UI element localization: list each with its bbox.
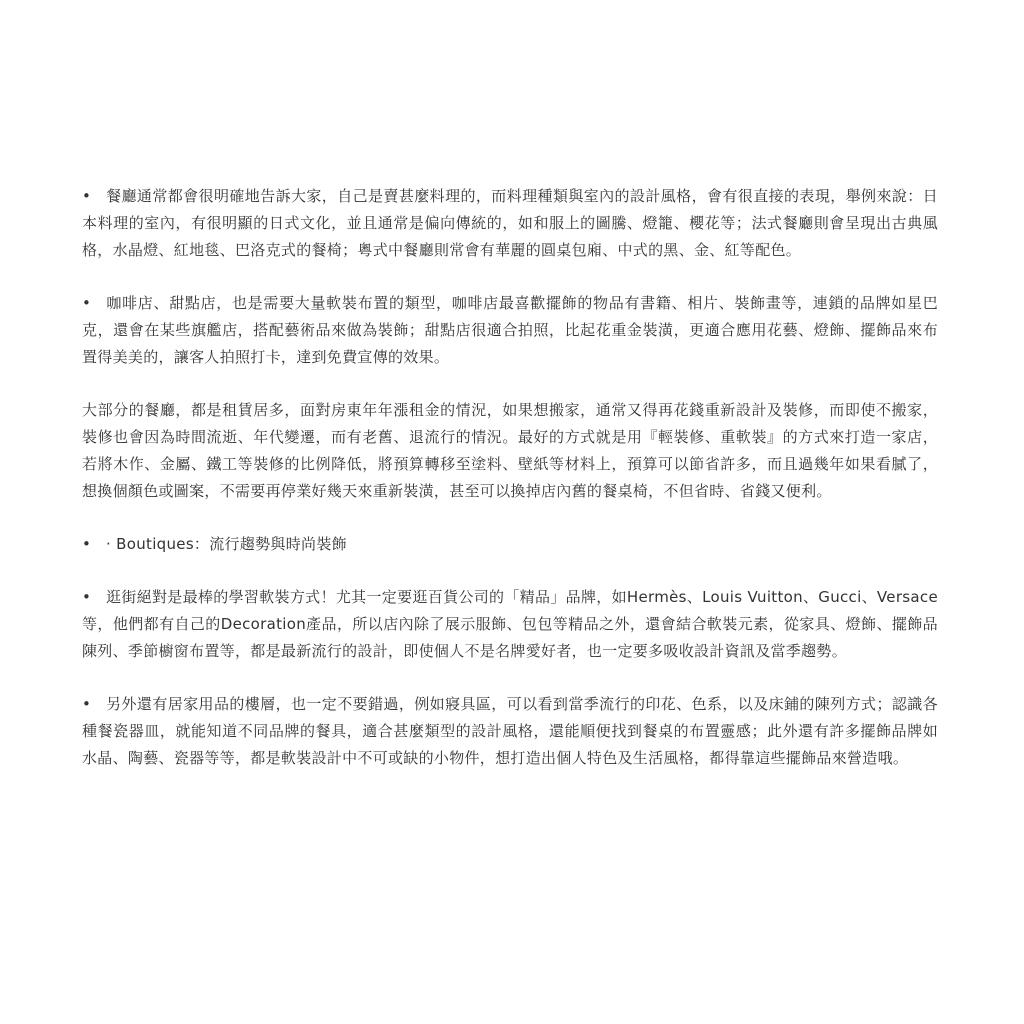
paragraph-text: 逛街絕對是最棒的學習軟裝方式！尤其一定要逛百貨公司的「精品」品牌，如Hermès、Louis Vuitton、Gucci、Versace等，他們都有自己的Decoration產品，所以店內除了展示服飾、包包等精品之外，還會結合軟裝元素，從家具、燈飾、擺飾品陳列、季節櫥窗布置等，都是最新流行的設計，即使個人不是名牌愛好者，也一定要多吸收設計資訊及當季趨勢。 — [82, 588, 938, 660]
paragraph-boutiques-heading — [82, 531, 938, 558]
bullet-icon: • — [82, 535, 92, 553]
bullet-icon: • — [82, 187, 92, 205]
paragraph-renovation — [82, 397, 938, 505]
bullet-icon: • — [82, 695, 92, 713]
paragraph-restaurant-styles — [82, 183, 938, 264]
paragraph-home-goods — [82, 691, 938, 772]
article-body — [82, 183, 938, 798]
paragraph-text: 大部分的餐廳，都是租賃居多，面對房東年年漲租金的情況，如果想搬家，通常又得再花錢重新設計及裝修，而即使不搬家，裝修也會因為時間流逝、年代變遷，而有老舊、退流行的情況。最好的方式就是用『輕裝修、重軟裝』的方式來打造一家店，若將木作、金屬、鐵工等裝修的比例降低，將預算轉移至塗料、壁紙等材料上，預算可以節省許多，而且過幾年如果看膩了，想換個顏色或圖案，不需要再停業好幾天來重新裝潢，甚至可以換掉店內舊的餐桌椅，不但省時、省錢又便利。 — [82, 401, 938, 500]
bullet-icon: • — [82, 588, 92, 606]
paragraph-text: 咖啡店、甜點店，也是需要大量軟裝布置的類型，咖啡店最喜歡擺飾的物品有書籍、相片、裝飾畫等，連鎖的品牌如星巴克，還會在某些旗艦店，搭配藝術品來做為裝飾；甜點店很適合拍照，比起花重金裝潢，更適合應用花藝、燈飾、擺飾品來布置得美美的，讓客人拍照打卡，達到免費宣傳的效果。 — [82, 294, 938, 366]
paragraph-text: · Boutiques：流行趨勢與時尚裝飾 — [106, 535, 347, 553]
paragraph-text: 餐廳通常都會很明確地告訴大家，自己是賣甚麼料理的，而料理種類與室內的設計風格，會有很直接的表現，舉例來說：日本料理的室內，有很明顯的日式文化，並且通常是偏向傳統的，如和服上的圖騰、燈籠、櫻花等；法式餐廳則會呈現出古典風格，水晶燈、紅地毯、巴洛克式的餐椅；粵式中餐廳則常會有華麗的圓桌包廂、中式的黑、金、紅等配色。 — [82, 187, 938, 259]
paragraph-cafe-dessert — [82, 290, 938, 371]
paragraph-shopping — [82, 584, 938, 665]
bullet-icon: • — [82, 294, 92, 312]
paragraph-text: 另外還有居家用品的樓層，也一定不要錯過，例如寢具區，可以看到當季流行的印花、色系，以及床鋪的陳列方式；認識各種餐瓷器皿，就能知道不同品牌的餐具，適合甚麼類型的設計風格，還能順便找到餐桌的布置靈感；此外還有許多擺飾品牌如水晶、陶藝、瓷器等等，都是軟裝設計中不可或缺的小物件，想打造出個人特色及生活風格，都得靠這些擺飾品來營造哦。 — [82, 695, 938, 767]
